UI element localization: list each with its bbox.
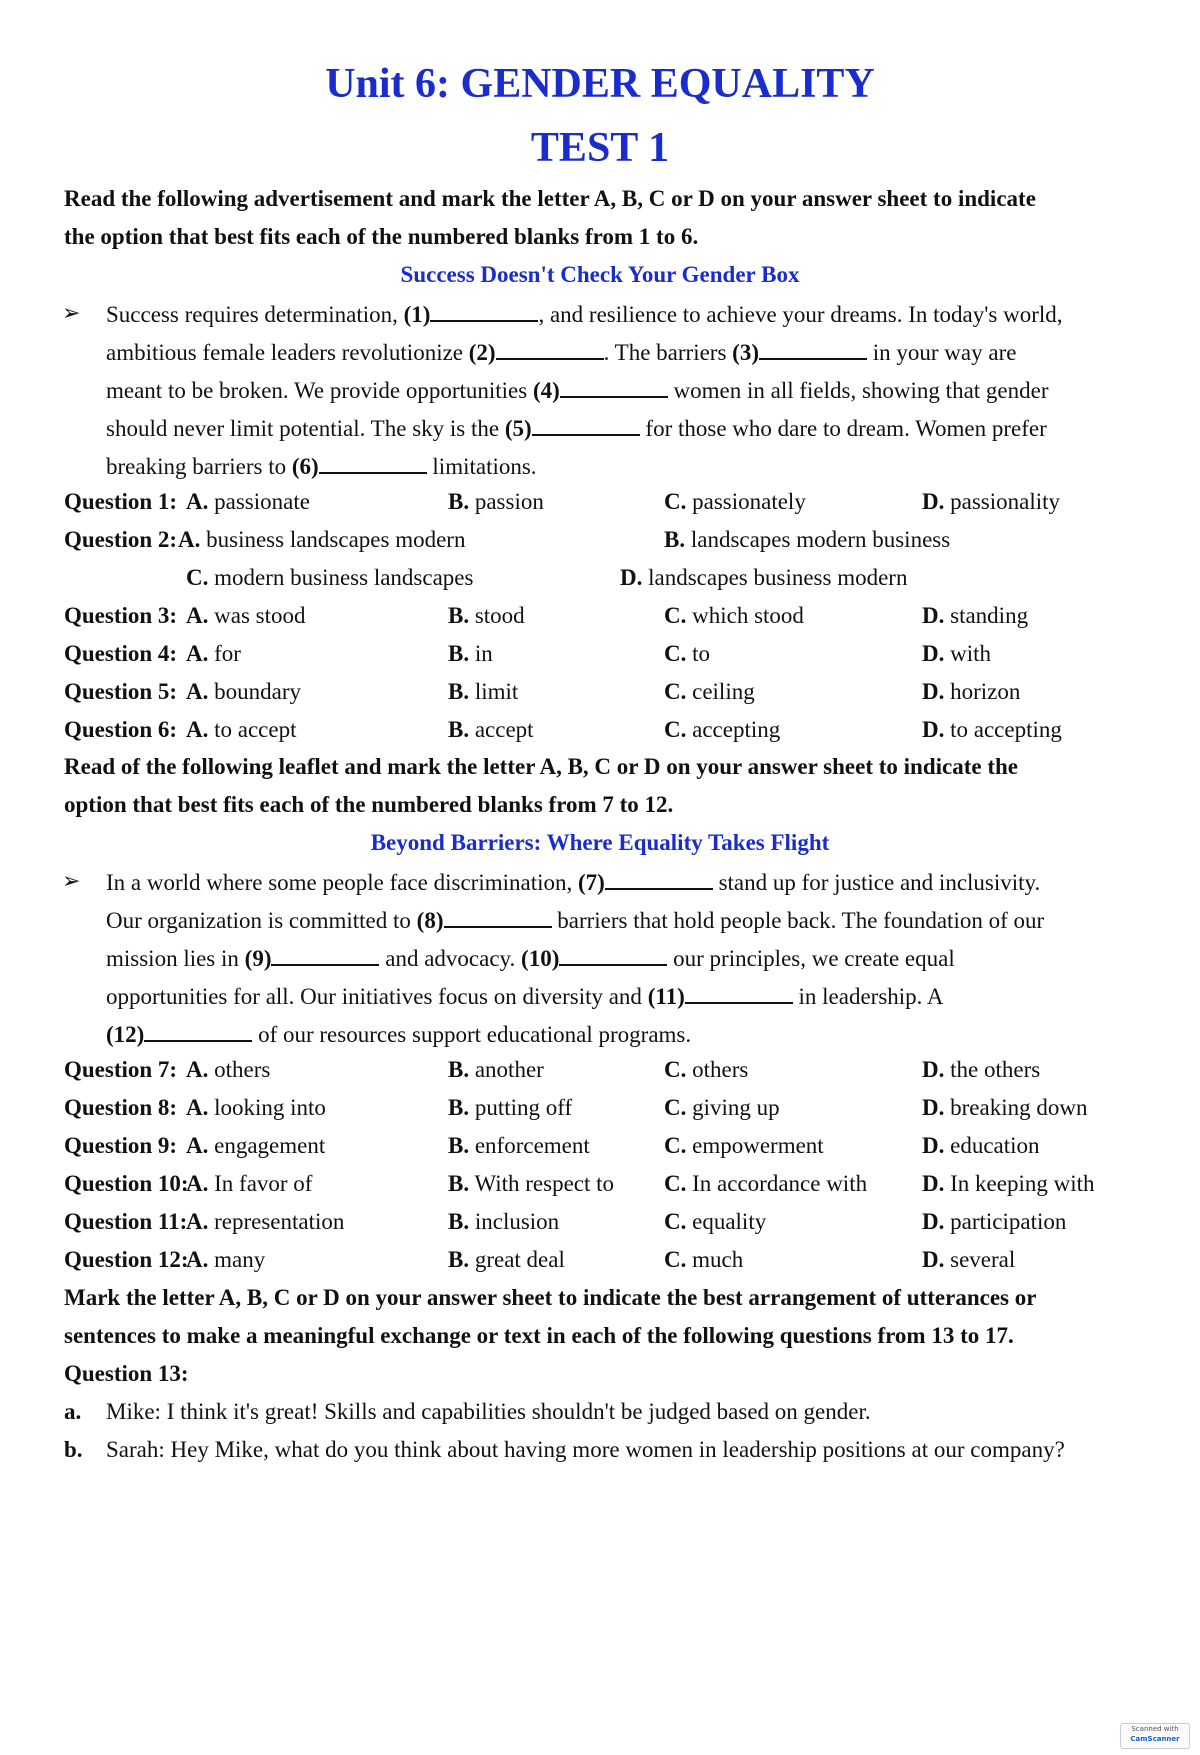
option-a[interactable]: A. boundary — [186, 679, 301, 704]
option-c[interactable]: C. empowerment — [664, 1133, 824, 1158]
question-label: Question 8: — [64, 1095, 178, 1120]
answer-blank[interactable] — [532, 414, 640, 436]
answer-blank[interactable] — [144, 1020, 252, 1042]
section2-instruction-cont: option that best fits each of the numbered blanks from 7 to 12. — [64, 792, 674, 817]
question-label: Question 10: — [64, 1171, 189, 1196]
option-d[interactable]: D. landscapes business modern — [620, 565, 908, 590]
option-c[interactable]: C. giving up — [664, 1095, 780, 1120]
option-c[interactable]: C. which stood — [664, 603, 804, 628]
passage-text: Success requires determination, — [106, 302, 404, 327]
passage-text: in your way are — [867, 340, 1017, 365]
option-b[interactable]: B. in — [448, 641, 493, 666]
bullet-arrow-icon: ➢ — [62, 300, 81, 325]
section1-instruction: Read the following advertisement and mark the letter A, B, C or D on your answer sheet to indicate — [64, 186, 1036, 211]
page-title: Unit 6: GENDER EQUALITY — [325, 61, 875, 107]
option-a[interactable]: A. passionate — [186, 489, 310, 514]
option-c[interactable]: C. passionately — [664, 489, 806, 514]
blank-number: (2) — [468, 340, 496, 365]
blank-number: (12) — [106, 1022, 145, 1047]
question-label: Question 3: — [64, 603, 178, 628]
question-label: Question 7: — [64, 1057, 178, 1082]
option-b[interactable]: B. another — [448, 1057, 544, 1082]
question-label: Question 11: — [64, 1209, 188, 1234]
option-c[interactable]: C. to — [664, 641, 711, 666]
option-d[interactable]: D. passionality — [922, 489, 1061, 514]
camscanner-watermark — [1120, 1723, 1190, 1749]
answer-blank[interactable] — [685, 982, 793, 1004]
passage-line — [106, 414, 1047, 442]
passage-text: mission lies in — [106, 946, 245, 971]
question-label: Question 6: — [64, 717, 178, 742]
question-row — [0, 1247, 1200, 1285]
option-b[interactable]: B. landscapes modern business — [664, 527, 951, 552]
answer-blank[interactable] — [319, 452, 427, 474]
passage-text: in leadership. A — [792, 984, 944, 1009]
question-label: Question 12: — [64, 1247, 189, 1272]
question-row — [0, 1209, 1200, 1247]
answer-blank[interactable] — [496, 338, 604, 360]
item-text: Sarah: Hey Mike, what do you think about having more women in leadership positions at our company? — [106, 1437, 1065, 1462]
answer-blank[interactable] — [759, 338, 867, 360]
answer-blank[interactable] — [271, 944, 379, 966]
blank-number: (3) — [732, 340, 759, 365]
passage-text: women in all fields, showing that gender — [667, 378, 1049, 403]
option-c[interactable]: C. equality — [664, 1209, 767, 1234]
option-b[interactable]: B. stood — [448, 603, 525, 628]
section3-instruction: Mark the letter A, B, C or D on your answer sheet to indicate the best arrangement of utterances or — [64, 1285, 1037, 1310]
option-d[interactable]: D. participation — [922, 1209, 1067, 1234]
passage-line — [106, 1020, 691, 1048]
passage-text: should never limit potential. The sky is the — [106, 416, 505, 441]
question-row — [0, 717, 1200, 755]
option-b[interactable]: B. enforcement — [448, 1133, 590, 1158]
answer-blank[interactable] — [605, 868, 713, 890]
option-a[interactable]: A. to accept — [186, 717, 297, 742]
option-a[interactable]: A. engagement — [186, 1133, 326, 1158]
passage-text: and advocacy. — [379, 946, 522, 971]
watermark-line1: Scanned with — [1131, 1725, 1179, 1733]
question-row-2-cont — [0, 565, 1200, 603]
blank-number: (4) — [532, 378, 560, 403]
option-d[interactable]: D. education — [922, 1133, 1040, 1158]
passage-line — [106, 300, 1063, 328]
option-a[interactable]: A. looking into — [186, 1095, 326, 1120]
passage-text: meant to be broken. We provide opportunities — [106, 378, 533, 403]
blank-number: (5) — [504, 416, 532, 441]
blank-number: (6) — [291, 454, 319, 479]
option-d[interactable]: D. standing — [922, 603, 1029, 628]
option-d[interactable]: D. with — [922, 641, 992, 666]
option-c[interactable]: C. modern business landscapes — [186, 565, 474, 590]
question-row — [0, 1095, 1200, 1133]
answer-blank[interactable] — [559, 944, 667, 966]
section2-instruction: Read of the following leaflet and mark the letter A, B, C or D on your answer sheet to indicate the — [64, 754, 1018, 779]
question-row — [0, 679, 1200, 717]
passage-line — [106, 868, 1040, 896]
question-13-label: Question 13: — [64, 1361, 189, 1386]
blank-number: (1) — [403, 302, 431, 327]
question-row — [0, 489, 1200, 527]
option-b[interactable]: B. great deal — [448, 1247, 565, 1272]
option-a[interactable]: A. representation — [186, 1209, 345, 1234]
watermark-line2: CamScanner — [1130, 1735, 1180, 1743]
item-label: b. — [64, 1437, 83, 1462]
option-d[interactable]: D. to accepting — [922, 717, 1062, 742]
option-a[interactable]: A. for — [186, 641, 241, 666]
option-d[interactable]: D. several — [922, 1247, 1016, 1272]
option-b[interactable]: B. inclusion — [448, 1209, 560, 1234]
passage-text: Our organization is committed to — [106, 908, 417, 933]
item-text: Mike: I think it's great! Skills and capabilities shouldn't be judged based on gender. — [106, 1399, 871, 1424]
option-c[interactable]: C. In accordance with — [664, 1171, 868, 1196]
passage-text: of our resources support educational programs. — [252, 1022, 692, 1047]
blank-number: (10) — [521, 946, 560, 971]
option-c[interactable]: C. ceiling — [664, 679, 755, 704]
answer-blank[interactable] — [430, 300, 538, 322]
question-label: Question 9: — [64, 1133, 178, 1158]
passage-line — [106, 376, 1049, 404]
option-c[interactable]: C. accepting — [664, 717, 781, 742]
section2-heading: Beyond Barriers: Where Equality Takes Flight — [370, 830, 830, 855]
question-label: Question 5: — [64, 679, 178, 704]
question-label: Question 1: — [64, 489, 178, 514]
option-b[interactable]: B. limit — [448, 679, 519, 704]
passage-text: In a world where some people face discrimination, — [106, 870, 578, 895]
section3-instruction-cont: sentences to make a meaningful exchange or text in each of the following questions from 13 to 17. — [64, 1323, 1014, 1348]
option-d[interactable]: D. breaking down — [922, 1095, 1088, 1120]
question-row — [0, 1057, 1200, 1095]
option-a[interactable]: A. others — [186, 1057, 271, 1082]
passage-text: barriers that hold people back. The foundation of our — [551, 908, 1045, 933]
bullet-arrow-icon: ➢ — [62, 868, 81, 893]
option-a[interactable]: A. was stood — [186, 603, 306, 628]
question-row-2 — [0, 527, 1200, 565]
question-row — [0, 1133, 1200, 1171]
passage-line — [106, 452, 537, 480]
option-a[interactable]: A. many — [186, 1247, 266, 1272]
option-d[interactable]: D. In keeping with — [922, 1171, 1095, 1196]
option-a[interactable]: A. business landscapes modern — [178, 527, 466, 552]
blank-number: (11) — [647, 984, 685, 1009]
passage-text: for those who dare to dream. Women prefer — [639, 416, 1047, 441]
option-b[interactable]: B. putting off — [448, 1095, 573, 1120]
question-row — [0, 641, 1200, 679]
passage-text: opportunities for all. Our initiatives focus on diversity and — [106, 984, 648, 1009]
option-b[interactable]: B. passion — [448, 489, 544, 514]
option-d[interactable]: D. horizon — [922, 679, 1021, 704]
answer-blank[interactable] — [444, 906, 552, 928]
passage-text: , and resilience to achieve your dreams. In today's world, — [538, 302, 1063, 327]
answer-blank[interactable] — [560, 376, 668, 398]
option-b[interactable]: B. With respect to — [448, 1171, 615, 1196]
blank-number: (9) — [244, 946, 272, 971]
question-label: Question 4: — [64, 641, 178, 666]
section1-instruction-cont: the option that best fits each of the numbered blanks from 1 to 6. — [64, 224, 699, 249]
passage-line — [106, 944, 955, 972]
passage-text: . The barriers — [603, 340, 733, 365]
passage-text: our principles, we create equal — [667, 946, 955, 971]
blank-number: (8) — [416, 908, 444, 933]
passage-text: breaking barriers to — [106, 454, 292, 479]
blank-number: (7) — [577, 870, 605, 895]
option-b[interactable]: B. accept — [448, 717, 534, 742]
question-row — [0, 603, 1200, 641]
question-label: Question 2: — [64, 527, 178, 552]
option-c[interactable]: C. others — [664, 1057, 749, 1082]
option-a[interactable]: A. In favor of — [186, 1171, 313, 1196]
passage-line — [106, 906, 1044, 934]
question-row — [0, 1171, 1200, 1209]
item-label: a. — [64, 1399, 82, 1424]
section1-heading: Success Doesn't Check Your Gender Box — [400, 262, 800, 287]
passage-text: limitations. — [426, 454, 537, 479]
option-d[interactable]: D. the others — [922, 1057, 1041, 1082]
passage-text: stand up for justice and inclusivity. — [712, 870, 1041, 895]
passage-line — [106, 338, 1016, 366]
test-title: TEST 1 — [530, 125, 670, 171]
option-c[interactable]: C. much — [664, 1247, 744, 1272]
passage-line — [106, 982, 944, 1010]
passage-text: ambitious female leaders revolutionize — [106, 340, 469, 365]
